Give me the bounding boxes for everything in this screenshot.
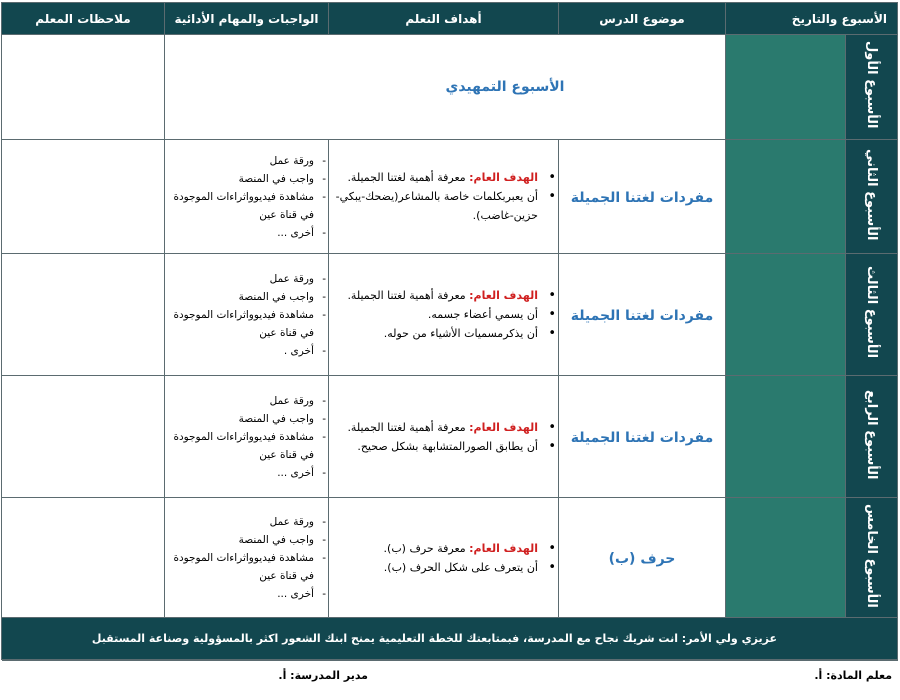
date-cell [725, 254, 845, 376]
general-goal-label: الهدف العام: [469, 289, 538, 302]
teacher-notes-cell[interactable] [1, 498, 164, 618]
lesson-topic: حرف (ب) [608, 551, 676, 567]
learning-goals-cell [328, 254, 558, 376]
tasks-list [165, 270, 328, 360]
task-item: - ورقة عمل [165, 392, 314, 410]
goal-item: • أن يسمي أعضاء جسمه. [329, 305, 538, 324]
goals-list [329, 418, 558, 456]
task-item: - ورقة عمل [165, 152, 314, 170]
header-teacher-notes: ملاحظات المعلم [1, 3, 164, 35]
week-label: الأسبوع الثاني [864, 148, 879, 241]
general-goal [329, 286, 538, 305]
task-item: - مشاهدة فيديوواثراءات الموجودة في قناة عين [165, 428, 314, 464]
goal-item: • أن يطابق الصورالمتشابهة بشكل صحيح. [329, 437, 538, 456]
week-label-cell [846, 498, 898, 618]
teacher-notes-cell[interactable] [1, 376, 164, 498]
lesson-topic: الأسبوع التمهيدي [445, 79, 565, 95]
intro-topic-cell [164, 35, 725, 140]
lesson-topic: مفردات لغتنا الجميلة [570, 308, 714, 324]
general-goal-text: معرفة حرف (ب). [383, 541, 470, 555]
task-item: - أخرى ... [165, 464, 314, 482]
table-row [1, 376, 897, 498]
general-goal [329, 539, 538, 558]
general-goal-label: الهدف العام: [469, 171, 538, 184]
goal-item: • أن يتعرف على شكل الحرف (ب). [329, 558, 538, 577]
lesson-topic: مفردات لغتنا الجميلة [570, 430, 714, 446]
goals-list [329, 539, 558, 577]
week-label: الأسبوع الثالث [864, 266, 879, 359]
tasks-list [165, 152, 328, 242]
task-item: - مشاهدة فيديوواثراءات الموجودة في قناة عين [165, 549, 314, 585]
teacher-notes-cell[interactable] [1, 35, 164, 140]
header-week-date: الأسبوع والتاريخ [725, 3, 897, 35]
learning-goals-cell [328, 376, 558, 498]
task-item: - واجب في المنصة [165, 531, 314, 549]
tasks-cell [164, 254, 328, 376]
week-label-cell [846, 35, 898, 140]
date-cell [725, 140, 845, 254]
table-row [1, 254, 897, 376]
lesson-topic: مفردات لغتنا الجميلة [570, 190, 714, 206]
parent-message: عزيزي ولي الأمر: انت شريك نجاح مع المدرسة، فبمتابعتك للخطة التعليمية يمنح ابنك الشعور اكثر بالمسؤولية وصناعة المستقبل [1, 618, 897, 660]
task-item: - واجب في المنصة [165, 410, 314, 428]
task-item: - أخرى . [165, 342, 314, 360]
tasks-cell [164, 140, 328, 254]
goal-item: • أن يذكرمسميات الأشياء من حوله. [329, 324, 538, 343]
goal-item: • أن يعبربكلمات خاصة بالمشاعر(يضحك-يبكي-حزين-غاضب). [329, 187, 538, 225]
lesson-topic-cell [558, 498, 725, 618]
general-goal-text: معرفة أهمية لغتنا الجميلة. [347, 289, 470, 302]
goals-list [329, 168, 558, 225]
table-header-row [1, 3, 897, 35]
tasks-list [165, 513, 328, 603]
task-item: - واجب في المنصة [165, 170, 314, 188]
task-item: - أخرى ... [165, 224, 314, 242]
week-label: الأسبوع الرابع [864, 389, 879, 480]
general-goal [329, 168, 538, 187]
task-item: - ورقة عمل [165, 270, 314, 288]
general-goal-text: معرفة أهمية لغتنا الجميلة. [347, 420, 470, 434]
task-item: - مشاهدة فيديوواثراءات الموجودة في قناة عين [165, 306, 314, 342]
learning-goals-cell [328, 498, 558, 618]
parent-message-row [1, 618, 897, 660]
lesson-topic-cell [558, 376, 725, 498]
week-label-cell [846, 254, 898, 376]
task-item: - أخرى ... [165, 585, 314, 603]
table-row [1, 35, 897, 140]
task-item: - ورقة عمل [165, 513, 314, 531]
weekly-plan-table [1, 2, 898, 660]
general-goal-label: الهدف العام: [469, 420, 538, 434]
date-cell [725, 376, 845, 498]
week-label: الأسبوع الأول [864, 41, 879, 129]
subject-teacher-signature: معلم المادة: أ. [814, 669, 892, 682]
task-item: - واجب في المنصة [165, 288, 314, 306]
tasks-cell [164, 376, 328, 498]
header-learning-goals: أهداف التعلم [328, 3, 558, 35]
lesson-topic-cell [558, 140, 725, 254]
general-goal [329, 418, 538, 437]
learning-goals-cell [328, 140, 558, 254]
teacher-notes-cell[interactable] [1, 140, 164, 254]
general-goal-text: معرفة أهمية لغتنا الجميلة. [347, 171, 470, 184]
teacher-notes-cell[interactable] [1, 254, 164, 376]
principal-signature: مدير المدرسة: أ. [278, 669, 368, 682]
date-cell [725, 498, 845, 618]
header-lesson-topic: موضوع الدرس [558, 3, 725, 35]
table-row [1, 498, 897, 618]
week-label-cell [846, 140, 898, 254]
weekly-plan-sheet [2, 2, 898, 660]
general-goal-label: الهدف العام: [469, 541, 538, 555]
tasks-list [165, 392, 328, 482]
tasks-cell [164, 498, 328, 618]
header-tasks: الواجبات والمهام الأدائية [164, 3, 328, 35]
week-label: الأسبوع الخامس [864, 503, 879, 608]
signature-row [2, 660, 898, 691]
lesson-topic-cell [558, 254, 725, 376]
week-label-cell [846, 376, 898, 498]
goals-list [329, 286, 558, 343]
table-row [1, 140, 897, 254]
task-item: - مشاهدة فيديوواثراءات الموجودة في قناة عين [165, 188, 314, 224]
